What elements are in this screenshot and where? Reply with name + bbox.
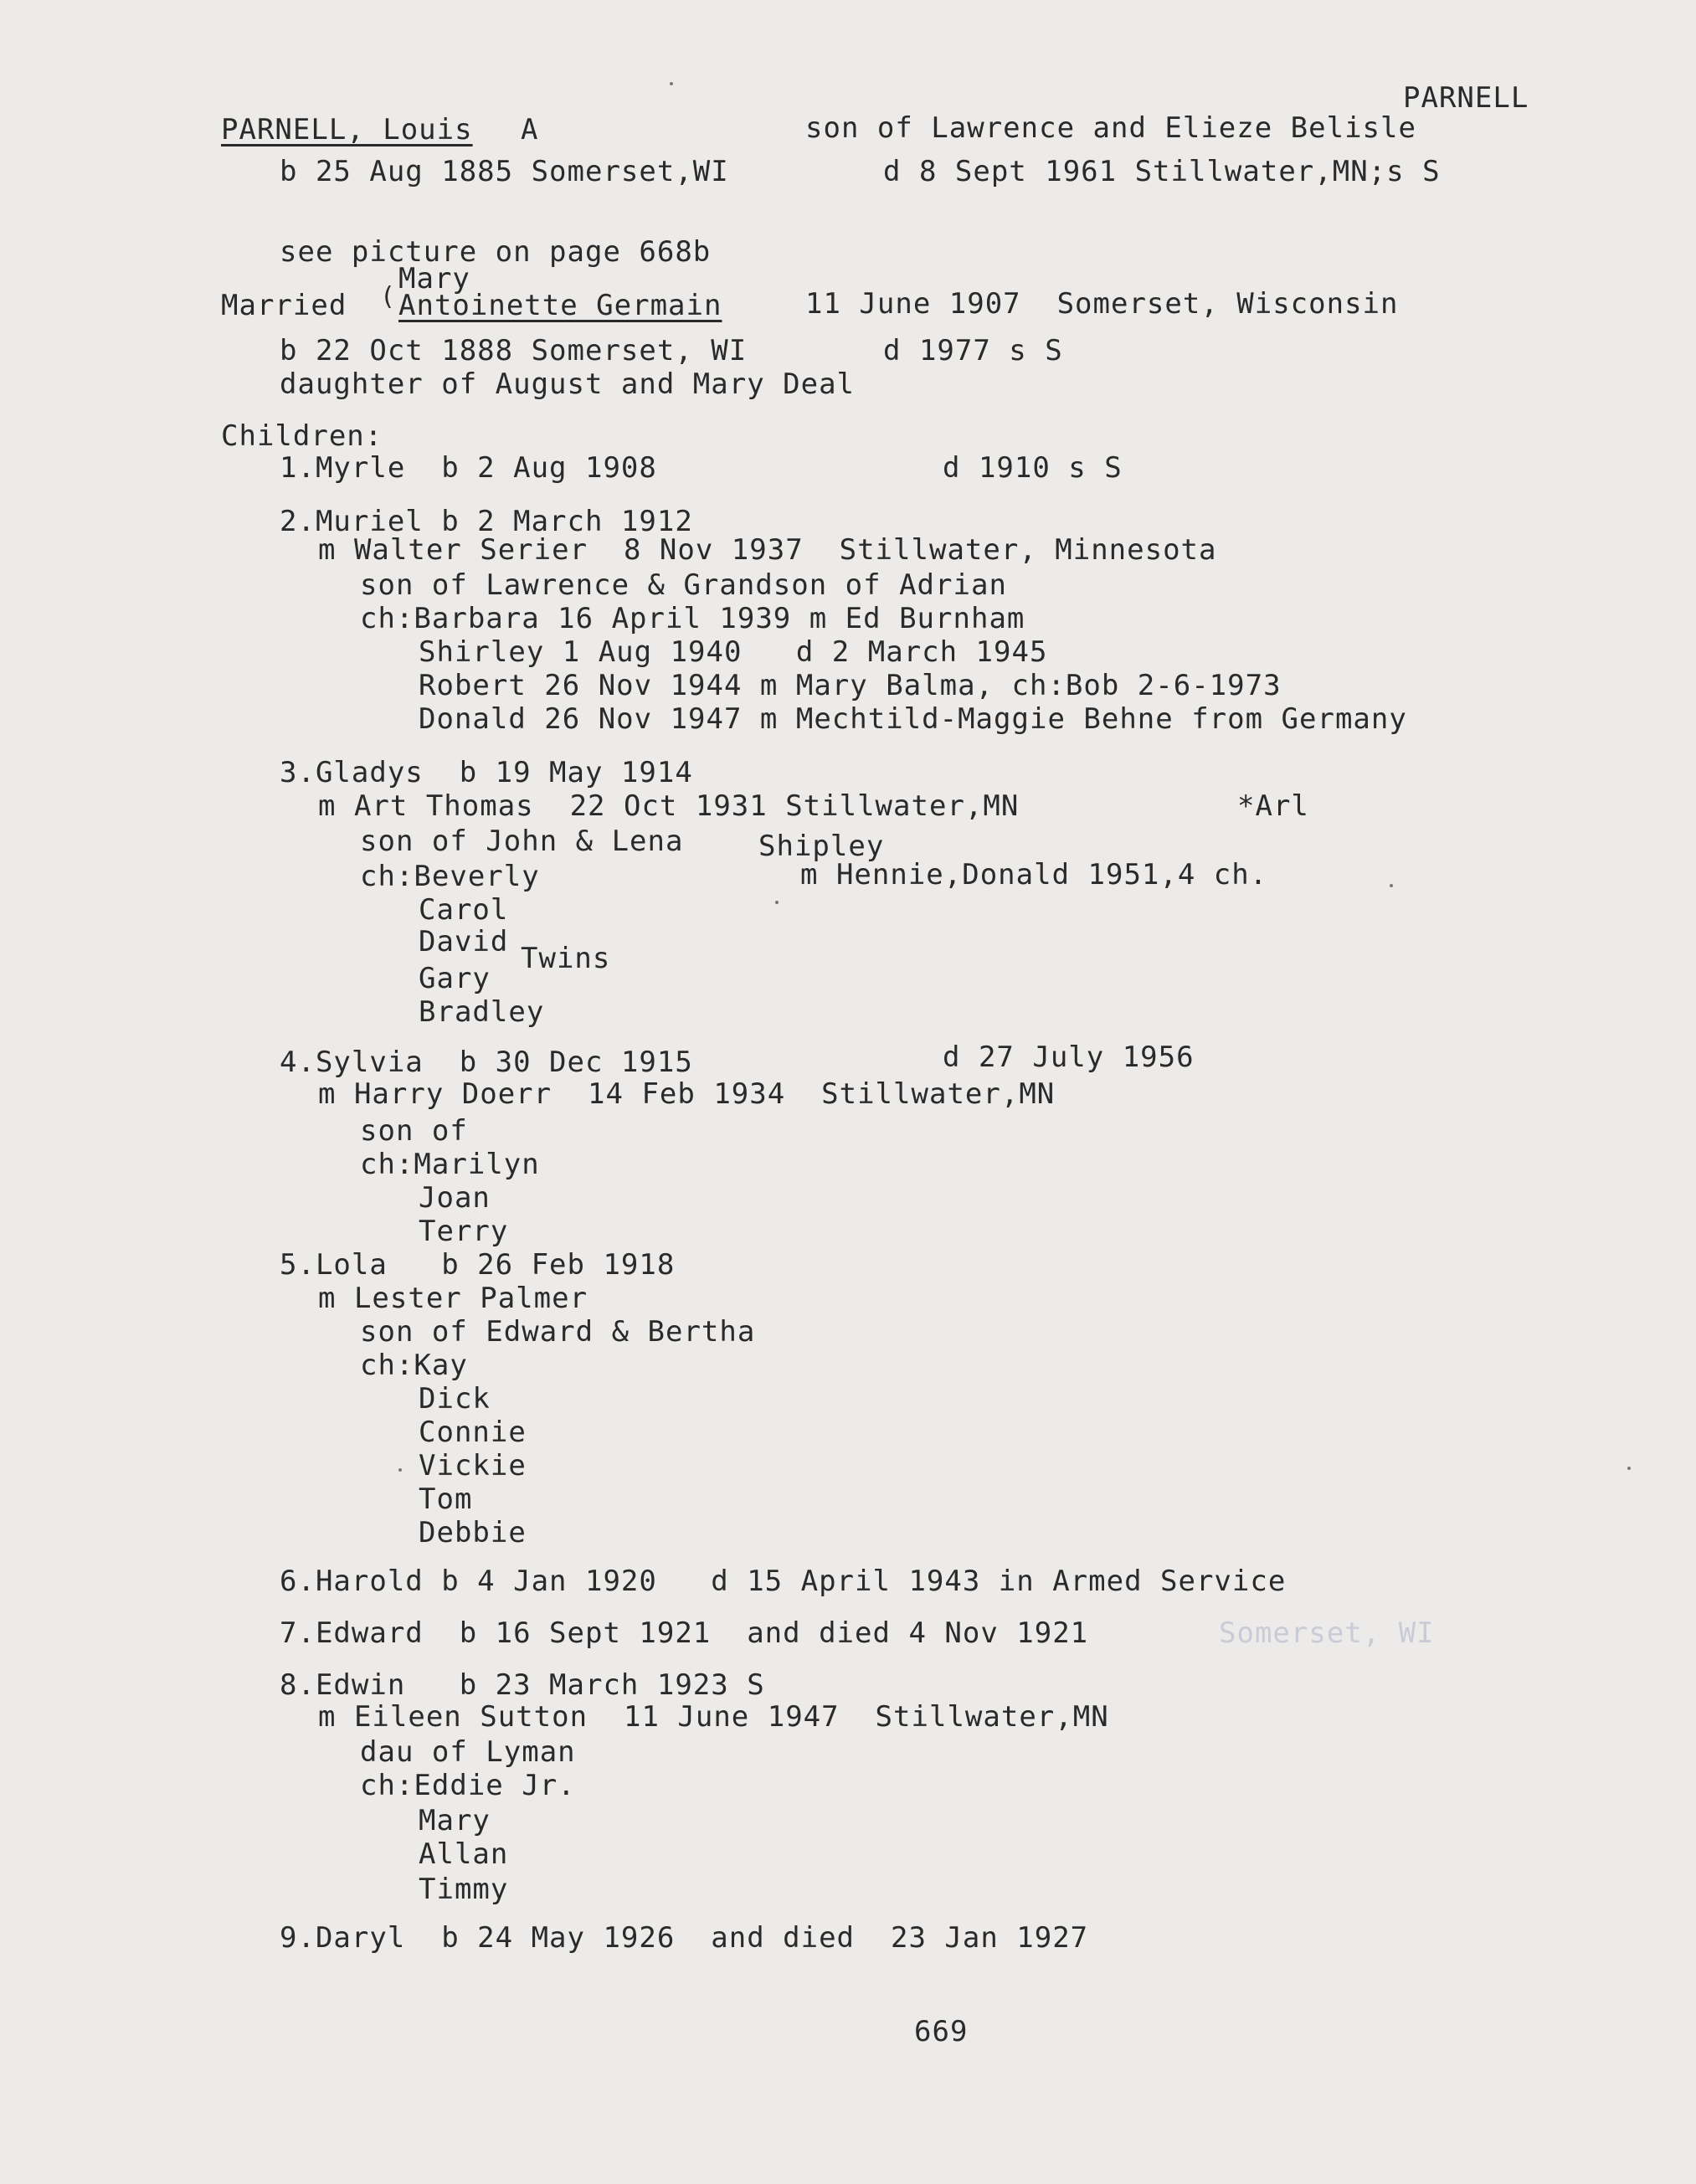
child-8-spouse-parents: dau of Lyman: [360, 1735, 576, 1769]
subject-initial: A: [521, 113, 539, 146]
subject-parents: son of Lawrence and Elieze Belisle: [805, 111, 1416, 145]
child-1-death: d 1910 s S: [943, 451, 1123, 485]
child-5-grandchild: Tom: [419, 1483, 473, 1516]
subject-death: d 8 Sept 1961 Stillwater,MN;s S: [883, 155, 1441, 188]
picture-note: see picture on page 668b: [280, 235, 712, 269]
child-2-grandchild: Donald 26 Nov 1947 m Mechtild-Maggie Behne from Germany: [419, 702, 1407, 736]
child-8: 8.Edwin b 23 March 1923 S: [280, 1668, 765, 1702]
marriage-date-place: 11 June 1907 Somerset, Wisconsin: [805, 287, 1399, 321]
child-4-grandchild: Joan: [419, 1181, 491, 1215]
surname-header: PARNELL: [1403, 81, 1529, 115]
faint-strikeover-text: Somerset, WI: [1219, 1616, 1435, 1650]
child-3-grandchild: David: [419, 925, 509, 958]
marriage-label: Married: [221, 289, 347, 322]
child-2: 2.Muriel b 2 March 1912: [280, 505, 693, 538]
child-3-grandchild: Carol: [419, 893, 509, 927]
child-2-grandchild: ch:Barbara 16 April 1939 m Ed Burnham: [360, 602, 1025, 635]
child-4-grandchild: ch:Marilyn: [360, 1148, 540, 1181]
child-4-grandchild: Terry: [419, 1215, 509, 1248]
child-2-spouse-parents: son of Lawrence & Grandson of Adrian: [360, 568, 1007, 602]
shipley-annotation: Shipley: [758, 830, 885, 863]
child-4-spouse-parents: son of: [360, 1114, 468, 1148]
annotation-bracket: (: [380, 282, 397, 311]
child-1: 1.Myrle b 2 Aug 1908: [280, 451, 657, 485]
child-3-marriage: m Art Thomas 22 Oct 1931 Stillwater,MN: [318, 789, 1020, 823]
child-2-grandchild: Shirley 1 Aug 1940 d 2 March 1945: [419, 635, 1048, 669]
subject-name: PARNELL, Louis: [221, 113, 473, 146]
child-3-hennie-note: m Hennie,Donald 1951,4 ch.: [800, 858, 1268, 892]
scan-speck: [1627, 1467, 1631, 1470]
spouse-name: Antoinette Germain: [398, 289, 722, 322]
child-9: 9.Daryl b 24 May 1926 and died 23 Jan 1927: [280, 1921, 1089, 1955]
child-8-grandchild: Mary: [419, 1804, 491, 1837]
child-3: 3.Gladys b 19 May 1914: [280, 756, 693, 789]
spouse-death: d 1977 s S: [883, 334, 1063, 367]
scan-speck: [775, 901, 779, 904]
page-number: 669: [914, 2015, 969, 2048]
child-3-grandchild: Bradley: [419, 995, 545, 1029]
child-4: 4.Sylvia b 30 Dec 1915: [280, 1046, 693, 1079]
child-4-marriage: m Harry Doerr 14 Feb 1934 Stillwater,MN: [318, 1077, 1056, 1111]
subject-birth: b 25 Aug 1885 Somerset,WI: [280, 155, 729, 188]
child-2-marriage: m Walter Serier 8 Nov 1937 Stillwater, Minnesota: [318, 533, 1217, 567]
child-5: 5.Lola b 26 Feb 1918: [280, 1248, 676, 1282]
child-8-grandchild: ch:Eddie Jr.: [360, 1769, 576, 1802]
child-5-spouse-parents: son of Edward & Bertha: [360, 1315, 756, 1349]
twins-annotation: Twins: [521, 942, 611, 975]
child-3-grandchild: Gary: [419, 962, 491, 995]
child-7: 7.Edward b 16 Sept 1921 and died 4 Nov 1921: [280, 1616, 1089, 1650]
spouse-birth: b 22 Oct 1888 Somerset, WI: [280, 334, 748, 367]
child-5-grandchild: Connie: [419, 1416, 527, 1449]
spouse-parents: daughter of August and Mary Deal: [280, 367, 856, 401]
child-8-marriage: m Eileen Sutton 11 June 1947 Stillwater,MN: [318, 1700, 1109, 1734]
child-2-grandchild: Robert 26 Nov 1944 m Mary Balma, ch:Bob 2-6-1973: [419, 669, 1282, 702]
child-3-spouse-parents: son of John & Lena: [360, 825, 684, 858]
scan-speck: [398, 1468, 402, 1472]
child-5-grandchild: Vickie: [419, 1449, 527, 1483]
children-label: Children:: [221, 419, 383, 453]
child-5-marriage: m Lester Palmer: [318, 1282, 588, 1315]
scan-speck: [670, 82, 673, 85]
child-4-death: d 27 July 1956: [943, 1041, 1195, 1074]
spouse-annotation: Mary: [398, 262, 470, 295]
child-5-grandchild: Debbie: [419, 1516, 527, 1549]
asterisk-note: *Arl: [1237, 789, 1309, 823]
child-8-grandchild: Timmy: [419, 1873, 509, 1906]
child-3-grandchild: ch:Beverly: [360, 860, 540, 893]
child-5-grandchild: Dick: [419, 1382, 491, 1416]
child-6: 6.Harold b 4 Jan 1920 d 15 April 1943 in Armed Service: [280, 1565, 1287, 1598]
child-8-grandchild: Allan: [419, 1837, 509, 1871]
scan-speck: [1390, 884, 1393, 887]
child-5-grandchild: ch:Kay: [360, 1349, 468, 1382]
